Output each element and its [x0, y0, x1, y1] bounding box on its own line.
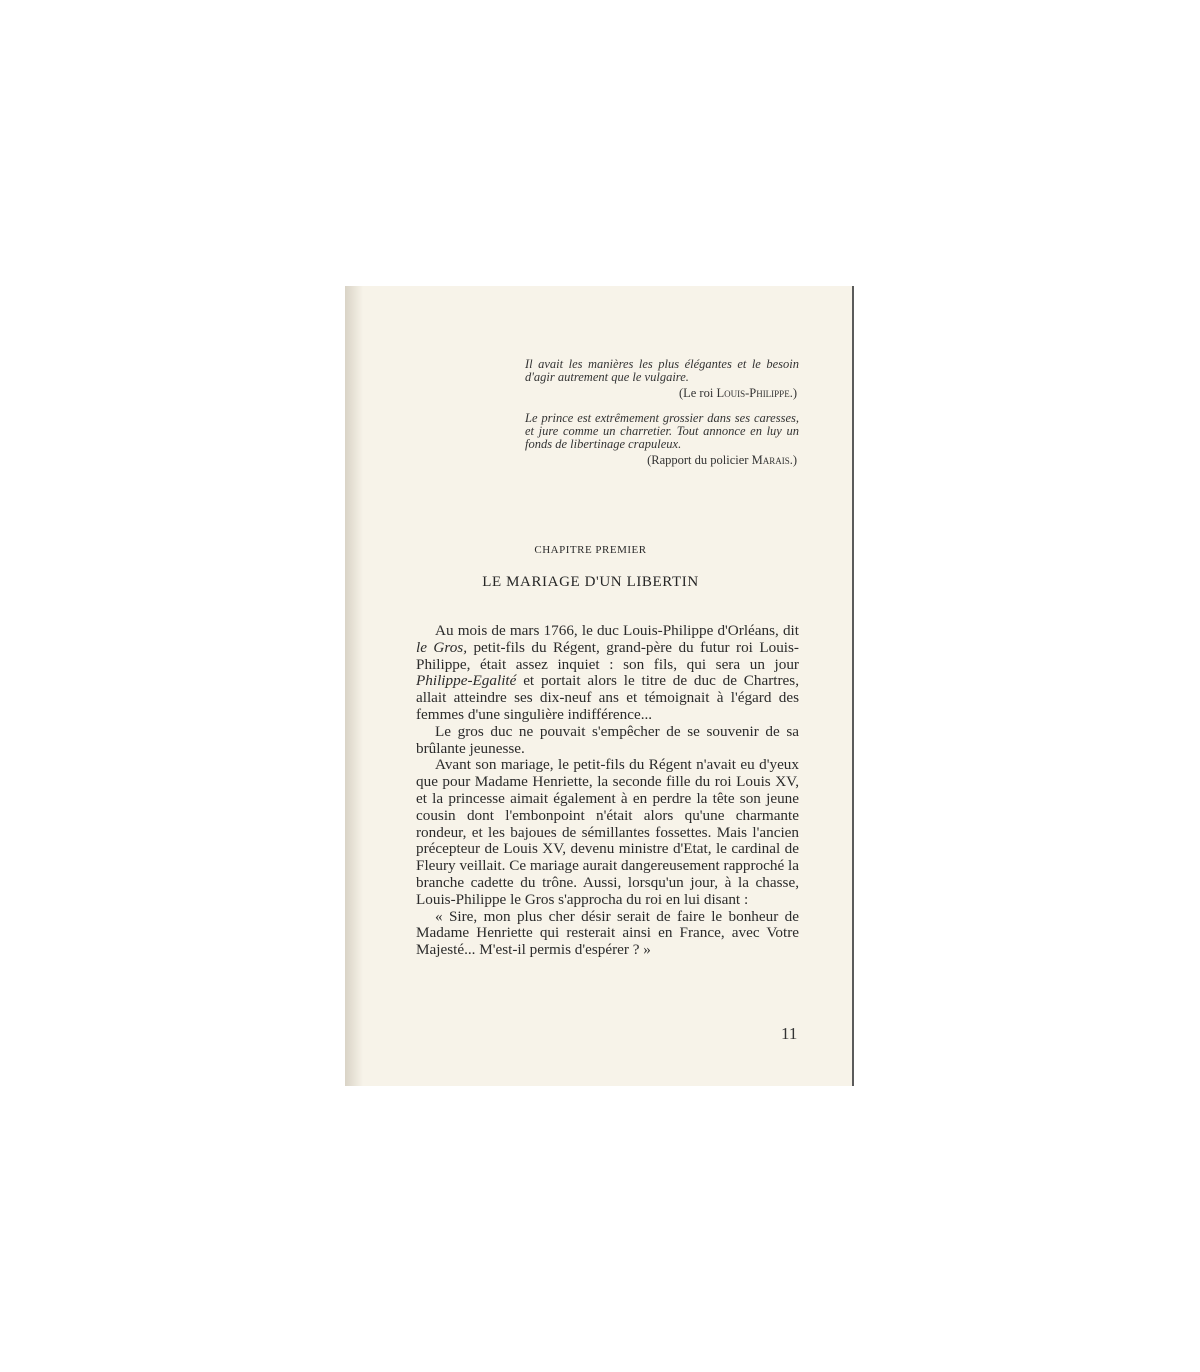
epigraph-quote-2 — [525, 412, 799, 467]
paragraph-1 — [416, 623, 799, 724]
chapter-label: CHAPITRE PREMIER — [534, 544, 647, 556]
epigraph-source-name: Louis-Philippe — [716, 386, 790, 400]
page-edge — [852, 286, 854, 1086]
paragraph-emphasis: le Gros, — [416, 638, 468, 656]
epigraph-source — [525, 386, 797, 400]
paragraph-text: et portait alors le titre de duc de Chartres, allait atteindre ses dix-neuf ans et témoignait à l'égard des femmes d'une singulière indifférence... — [416, 672, 799, 723]
epigraph-quote-text: Il avait les manières les plus élégantes et le besoin d'agir autrement que le vulgaire. — [525, 357, 799, 384]
epigraph-quote-1 — [525, 358, 799, 400]
epigraph-source-prefix: (Le roi — [678, 386, 717, 400]
epigraph-source-prefix: (Rapport du policier — [647, 453, 752, 467]
paragraph-emphasis: Philippe-Egalité — [416, 672, 517, 690]
chapter-title: LE MARIAGE D'UN LIBERTIN — [482, 574, 699, 590]
epigraph — [525, 358, 799, 467]
epigraph-source — [525, 453, 797, 467]
epigraph-source-suffix: .) — [789, 386, 797, 400]
page-gutter-shadow — [345, 286, 363, 1086]
paragraph-3: Avant son mariage, le petit-fils du Régent n'avait eu d'yeux que pour Madame Henriette, la seconde fille du roi Louis XV, et la princesse aimait également à en perdre la tête son jeune cousin dont l'embonpoint n'était alors qu'une charmante rondeur, et les bajoues de sémillantes fossettes. Mais l'ancien précepteur de Louis XV, devenu ministre d'Etat, le cardinal de Fleury veillait. Ce mariage aurait dangereusement rapproché la branche cadette du trône. Aussi, lorsqu'un jour, à la chasse, Louis-Philippe le Gros s'approcha du roi en lui disant : — [416, 756, 799, 908]
paragraph-2: Le gros duc ne pouvait s'empêcher de se souvenir de sa brûlante jeunesse. — [416, 722, 799, 757]
epigraph-source-name: Marais — [751, 453, 790, 467]
epigraph-quote-text: Le prince est extrêmement grossier dans ses caresses, et jure comme un charretier. Tout annonce en luy un fonds de libertinage crapuleux. — [525, 411, 799, 451]
chapter-body — [416, 623, 799, 959]
paragraph-4: « Sire, mon plus cher désir serait de faire le bonheur de Madame Henriette qui resterait ainsi en France, avec Votre Majesté... M'est-il permis d'espérer ? » — [416, 907, 799, 959]
page-number: 11 — [781, 1024, 798, 1043]
paragraph-text: Au mois de mars 1766, le duc Louis-Philippe d'Orléans, dit — [435, 622, 799, 639]
book-page — [345, 286, 854, 1086]
epigraph-source-suffix: .) — [789, 453, 797, 467]
paragraph-text: petit-fils du Régent, grand-père du futur roi Louis-Philippe, était assez inquiet : son fils, qui sera un jour — [416, 638, 799, 673]
